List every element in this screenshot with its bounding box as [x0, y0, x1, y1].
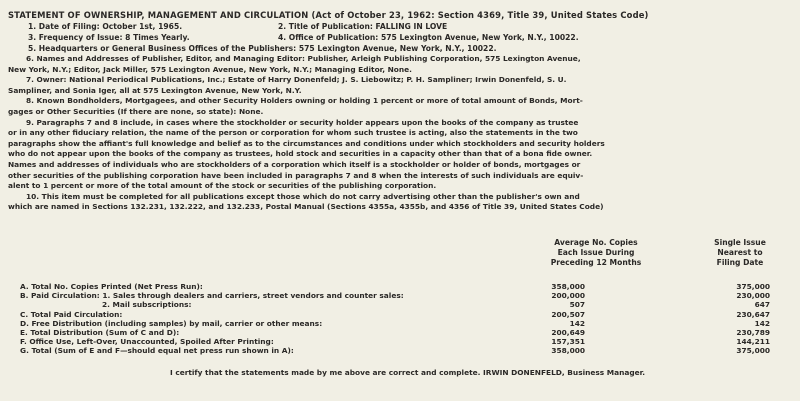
row-single-issue-value: 144,211	[736, 337, 770, 347]
statement-body	[8, 10, 788, 213]
row-label: B. Paid Circulation: 1. Sales through dealers and carriers, street vendors and counter sales:	[20, 291, 404, 301]
item-5-headquarters: 5. Headquarters or General Business Offices of the Publishers: 575 Lexington Avenue, New York, N.Y., 10022.	[28, 44, 497, 53]
item-8-line: gages or Other Securities (If there are none, so state): None.	[8, 106, 264, 116]
item-9-paragraphs	[8, 118, 788, 192]
table-row-c	[20, 310, 780, 319]
item-6-names	[8, 54, 788, 75]
row-single-issue-value: 375,000	[736, 346, 770, 356]
row-single-issue-value: 142	[754, 318, 770, 328]
item-8-line: 8. Known Bondholders, Mortgagees, and other Security Holders owning or holding 1 percent or more of total amount of Bonds, Mort-	[26, 96, 583, 106]
column-header-single-issue	[690, 238, 790, 268]
column-header-line: Filing Date	[716, 258, 764, 267]
item-1-date-of-filing: 1. Date of Filing: October 1st, 1965.	[28, 22, 183, 31]
item-9-line: or in any other fiduciary relation, the name of the person or corporation for whom such trustee is acting, also the statements in the two	[8, 128, 578, 138]
table-row-e	[20, 328, 780, 337]
item-10-completion	[8, 192, 788, 213]
column-header-line: Single Issue	[714, 238, 766, 247]
row-average-value: 200,000	[551, 291, 585, 301]
row-average-value: 157,351	[551, 337, 585, 347]
row-average-value: 142	[569, 318, 585, 328]
items-1-2	[8, 21, 788, 32]
row-single-issue-value: 375,000	[736, 282, 770, 291]
row-single-issue-value: 647	[754, 300, 770, 310]
item-9-line: alent to 1 percent or more of the total amount of the stock or securities of the publishing corporation.	[8, 181, 437, 191]
column-header-line: Nearest to	[717, 248, 763, 257]
item-9-line: Names and addresses of individuals who are stockholders of a corporation which itself is a stockholder or holder of bonds, mortgages or	[8, 159, 581, 169]
item-6-line: New York, N.Y.; Editor, Jack Miller, 575 Lexington Avenue, New York, N.Y.; Managing Editor, None.	[8, 64, 412, 74]
item-7-owner	[8, 75, 788, 96]
item-9-line: 9. Paragraphs 7 and 8 include, in cases where the stockholder or security holder appears upon the books of the company as trustee	[26, 117, 579, 127]
row-label: G. Total (Sum of E and F—should equal net press run shown in A):	[20, 346, 294, 356]
table-row-d	[20, 319, 780, 328]
table-row-a	[20, 282, 780, 291]
column-header-line: Each Issue During	[557, 248, 635, 257]
row-label: 2. Mail subscriptions:	[102, 300, 192, 310]
item-2-title: 2. Title of Publication: FALLING IN LOVE	[278, 22, 448, 31]
item-10-line: 10. This item must be completed for all publications except those which do not carry advertising other than the publisher's own and	[26, 191, 580, 201]
row-single-issue-value: 230,789	[736, 327, 770, 337]
item-6-line: 6. Names and Addresses of Publisher, Editor, and Managing Editor: Publisher, Arleigh Publishing Corporation, 575 Lexington Avenue,	[26, 54, 581, 63]
item-3-frequency: 3. Frequency of Issue: 8 Times Yearly.	[28, 33, 190, 42]
column-header-average	[536, 238, 656, 268]
item-9-line: paragraphs show the affiant's full knowledge and belief as to the circumstances and conditions under which stockholders and security holders	[8, 138, 605, 148]
table-row-g	[20, 346, 780, 355]
row-label: D. Free Distribution (including samples) by mail, carrier or other means:	[20, 318, 323, 328]
item-7-line: Sampliner, and Sonia Iger, all at 575 Lexington Avenue, New York, N.Y.	[8, 85, 302, 95]
row-average-value: 507	[569, 300, 585, 310]
table-row-f	[20, 337, 780, 346]
row-average-value: 200,649	[551, 327, 585, 337]
row-average-value: 358,000	[551, 282, 585, 291]
certification-line: I certify that the statements made by me above are correct and complete. IRWIN DONENFELD, Business Manager.	[170, 368, 646, 377]
table-row-b1	[20, 291, 780, 300]
row-average-value: 200,507	[551, 309, 585, 319]
item-10-line: which are named in Sections 132.231, 132.222, and 132.233, Postal Manual (Sections 4355a, 4355b, and 4356 of Title 39, United States Code)	[8, 202, 604, 212]
row-single-issue-value: 230,647	[736, 309, 770, 319]
row-label: F. Office Use, Left-Over, Unaccounted, Spoiled After Printing:	[20, 337, 274, 347]
item-8-bondholders	[8, 96, 788, 117]
row-label: A. Total No. Copies Printed (Net Press Run):	[20, 282, 203, 291]
item-7-line: 7. Owner: National Periodical Publications, Inc.; Estate of Harry Donenfeld; J. S. Liebowitz; P. H. Sampliner; Irwin Donenfeld, S. U.	[26, 75, 567, 85]
column-header-line: Average No. Copies	[554, 238, 638, 247]
circulation-table	[20, 282, 780, 356]
item-9-line: other securities of the publishing corporation have been included in paragraphs 7 and 8 when the interests of such individuals are equiv-	[8, 170, 584, 180]
item-4-office: 4. Office of Publication: 575 Lexington Avenue, New York, N.Y., 10022.	[278, 33, 579, 42]
column-header-line: Preceding 12 Months	[550, 258, 642, 267]
row-label: E. Total Distribution (Sum of C and D):	[20, 327, 180, 337]
row-label: C. Total Paid Circulation:	[20, 309, 123, 319]
item-9-line: who do not appear upon the books of the company as trustees, hold stock and securities in a capacity other than that of a bona fide owner.	[8, 149, 593, 159]
table-row-b2	[20, 300, 780, 309]
row-average-value: 358,000	[551, 346, 585, 356]
row-single-issue-value: 230,000	[736, 291, 770, 301]
statement-heading: STATEMENT OF OWNERSHIP, MANAGEMENT AND CIRCULATION (Act of October 23, 1962: Section 4369, Title 39, United States Code)	[8, 10, 649, 20]
items-3-4	[8, 32, 788, 43]
